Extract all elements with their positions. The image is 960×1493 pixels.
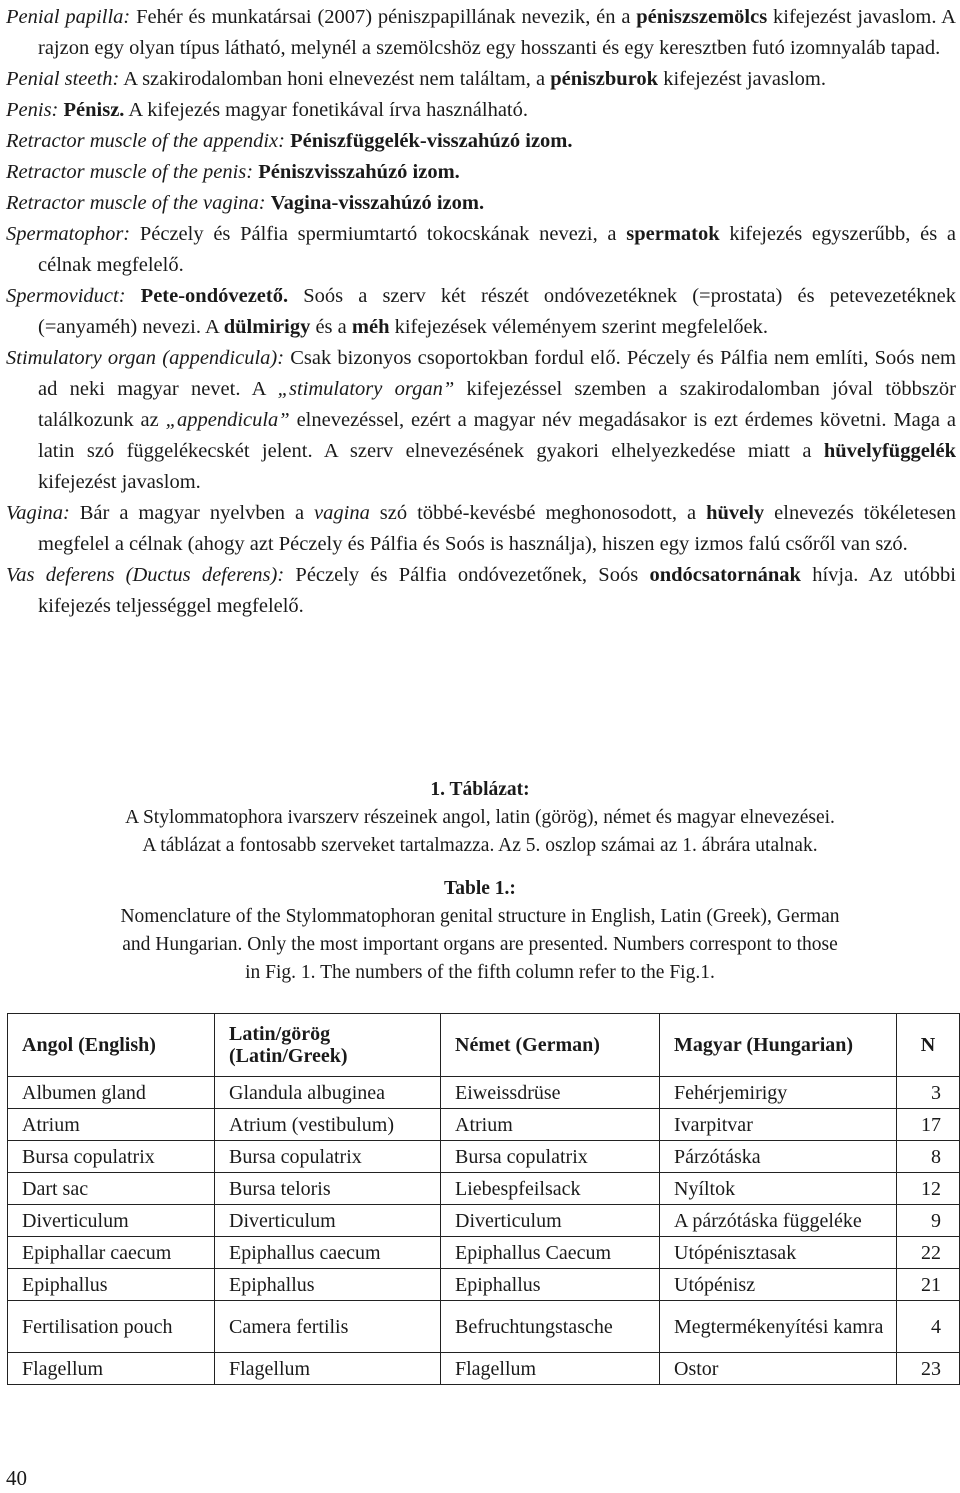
quoted-term: „appendicula”: [165, 409, 290, 431]
glossary-text: elnevezéssel, ezért a magyar név megadásakor is ezt érdemes követni. Maga a latin szó függelékecskét jelent. A szerv elnevezésének gyakori elhelyezkedése miatt a: [38, 409, 956, 462]
proposed-hungarian-term: Péniszfüggelék-visszahúzó izom.: [290, 130, 573, 152]
glossary-text: Fehér és munkatársai (2007) péniszpapillának nevezik, én a: [130, 6, 637, 28]
cell-latin: Flagellum: [215, 1353, 441, 1385]
glossary-entry: [6, 219, 956, 281]
glossary-entry: [6, 64, 956, 95]
cell-number: 9: [897, 1205, 960, 1237]
glossary-entry: [6, 281, 956, 343]
cell-number: 3: [897, 1077, 960, 1109]
caption-title: Table 1.:: [444, 878, 516, 899]
cell-hungarian: Párzótáska: [660, 1141, 897, 1173]
cell-hungarian: Nyíltok: [660, 1173, 897, 1205]
glossary-entry: [6, 126, 956, 157]
nomenclature-table: [7, 1013, 960, 1385]
glossary-term: Retractor muscle of the vagina:: [6, 192, 266, 214]
glossary-text: A szakirodalomban honi elnevezést nem találtam, a: [119, 68, 551, 90]
page-number: 40: [6, 1466, 27, 1490]
glossary-text: A kifejezés magyar fonetikával írva használható.: [124, 99, 528, 121]
cell-latin: Diverticulum: [215, 1205, 441, 1237]
proposed-hungarian-term: ondócsatornának: [649, 564, 801, 586]
column-header-german: Német (German): [441, 1014, 660, 1077]
glossary-entry: [6, 343, 956, 498]
cell-latin: Bursa copulatrix: [215, 1141, 441, 1173]
glossary-text: hívja. Az utóbbi kifejezés teljességgel megfelelő.: [38, 564, 956, 617]
glossary-term: Retractor muscle of the penis:: [6, 161, 254, 183]
cell-german: Befruchtungstasche: [441, 1301, 660, 1353]
glossary-term: Stimulatory organ (appendicula):: [6, 347, 285, 369]
glossary-text: Péczely és Pálfia spermiumtartó tokocskának nevezi, a: [130, 223, 627, 245]
glossary-term: Vas deferens (Ductus deferens):: [6, 564, 285, 586]
cell-hungarian: Utópénisztasak: [660, 1237, 897, 1269]
cell-hungarian: Fehérjemirigy: [660, 1077, 897, 1109]
cell-hungarian: Ostor: [660, 1353, 897, 1385]
table-row: [8, 1353, 960, 1385]
glossary-term: Vagina:: [6, 502, 70, 524]
cell-number: 22: [897, 1237, 960, 1269]
glossary-term: Penial steeth:: [6, 68, 120, 90]
cell-english: Atrium: [8, 1109, 215, 1141]
glossary-text: [126, 285, 141, 307]
caption-line: A Stylommatophora ivarszerv részeinek angol, latin (görög), német és magyar elnevezései.: [125, 807, 835, 828]
proposed-hungarian-term: Vagina-visszahúzó izom.: [270, 192, 485, 214]
cell-number: 17: [897, 1109, 960, 1141]
glossary-entry: [6, 498, 956, 560]
glossary-entry: [6, 2, 956, 64]
table-caption-hungarian: [0, 776, 960, 860]
table-caption-english: [0, 875, 960, 987]
glossary-term: Retractor muscle of the appendix:: [6, 130, 285, 152]
table-header-row: [8, 1014, 960, 1077]
glossary-text: Csak bizonyos csoportokban fordul elő. Péczely és Pálfia nem említi, Soós nem ad neki magyar nevet. A: [38, 347, 956, 400]
glossary-text: kifejezést javaslom.: [658, 68, 827, 90]
cell-english: Albumen gland: [8, 1077, 215, 1109]
cell-german: Bursa copulatrix: [441, 1141, 660, 1173]
proposed-hungarian-term: Péniszvisszahúzó izom.: [258, 161, 460, 183]
table-row: [8, 1301, 960, 1353]
glossary-entry: [6, 157, 956, 188]
quoted-term: vagina: [314, 502, 370, 524]
column-header-english: Angol (English): [8, 1014, 215, 1077]
column-header-number: N: [897, 1014, 960, 1077]
proposed-hungarian-term: spermatok: [626, 223, 720, 245]
proposed-hungarian-term: hüvelyfüggelék: [823, 440, 956, 462]
column-header-latin: Latin/görög (Latin/Greek): [215, 1014, 441, 1077]
cell-number: 23: [897, 1353, 960, 1385]
cell-german: Liebespfeilsack: [441, 1173, 660, 1205]
cell-number: 12: [897, 1173, 960, 1205]
cell-hungarian: Ivarpitvar: [660, 1109, 897, 1141]
cell-hungarian: Megtermékenyítési kamra: [660, 1301, 897, 1353]
cell-german: Eiweissdrüse: [441, 1077, 660, 1109]
caption-line: in Fig. 1. The numbers of the fifth column refer to the Fig.1.: [245, 962, 715, 983]
table-row: [8, 1077, 960, 1109]
cell-hungarian: A párzótáska függeléke: [660, 1205, 897, 1237]
proposed-hungarian-term: méh: [351, 316, 390, 338]
glossary: [6, 2, 956, 622]
proposed-hungarian-term: Pete-ondóvezető.: [140, 285, 289, 307]
cell-german: Atrium: [441, 1109, 660, 1141]
glossary-entry: [6, 95, 956, 126]
cell-number: 21: [897, 1269, 960, 1301]
glossary-text: Bár a magyar nyelvben a: [69, 502, 315, 524]
glossary-text: és a: [310, 316, 352, 338]
proposed-hungarian-term: péniszszemölcs: [636, 6, 768, 28]
cell-english: Flagellum: [8, 1353, 215, 1385]
glossary-text: kifejezés egyszerűbb, és a célnak megfelelő.: [38, 223, 956, 276]
cell-latin: Epiphallus: [215, 1269, 441, 1301]
glossary-text: Soós a szerv két részét ondóvezetéknek (=prostata) és petevezetéknek (=anyaméh) nevezi. A: [38, 285, 956, 338]
table-row: [8, 1109, 960, 1141]
cell-english: Diverticulum: [8, 1205, 215, 1237]
caption-title: 1. Táblázat:: [430, 779, 530, 800]
glossary-text: elnevezés tökéletesen megfelel a célnak (ahogy azt Péczely és Pálfia és Soós is használja), hiszen egy izmos falú csőről van szó.: [38, 502, 956, 555]
glossary-text: szó többé-kevésbé meghonosodott, a: [369, 502, 707, 524]
cell-latin: Atrium (vestibulum): [215, 1109, 441, 1141]
table-row: [8, 1237, 960, 1269]
cell-english: Dart sac: [8, 1173, 215, 1205]
glossary-text: kifejezést javaslom.: [38, 471, 201, 493]
glossary-term: Spermatophor:: [6, 223, 131, 245]
cell-latin: Bursa teloris: [215, 1173, 441, 1205]
glossary-text: kifejezéssel szemben a szakirodalomban jóval többször találkozunk az: [38, 378, 956, 431]
cell-german: Diverticulum: [441, 1205, 660, 1237]
quoted-term: „stimulatory organ”: [277, 378, 455, 400]
caption-line: Nomenclature of the Stylommatophoran genital structure in English, Latin (Greek), German: [120, 906, 840, 927]
glossary-entry: [6, 188, 956, 219]
cell-number: 4: [897, 1301, 960, 1353]
cell-hungarian: Utópénisz: [660, 1269, 897, 1301]
cell-german: Epiphallus: [441, 1269, 660, 1301]
proposed-hungarian-term: Pénisz.: [63, 99, 125, 121]
glossary-text: kifejezést javaslom. A rajzon egy olyan típus látható, melynél a szemölcshöz egy hosszanti és egy keresztben futó izomnyaláb tapad.: [38, 6, 956, 59]
cell-latin: Glandula albuginea: [215, 1077, 441, 1109]
glossary-text: kifejezések véleményem szerint megfelelőek.: [389, 316, 768, 338]
proposed-hungarian-term: hüvely: [706, 502, 765, 524]
cell-latin: Epiphallus caecum: [215, 1237, 441, 1269]
glossary-term: Spermoviduct:: [6, 285, 126, 307]
cell-german: Epiphallus Caecum: [441, 1237, 660, 1269]
caption-line: and Hungarian. Only the most important organs are presented. Numbers correspont to those: [122, 934, 838, 955]
cell-english: Epiphallar caecum: [8, 1237, 215, 1269]
table-row: [8, 1173, 960, 1205]
cell-german: Flagellum: [441, 1353, 660, 1385]
cell-english: Fertilisation pouch: [8, 1301, 215, 1353]
caption-line: A táblázat a fontosabb szerveket tartalmazza. Az 5. oszlop számai az 1. ábrára utalnak.: [142, 835, 818, 856]
table-row: [8, 1269, 960, 1301]
proposed-hungarian-term: dülmirigy: [223, 316, 311, 338]
column-header-hungarian: Magyar (Hungarian): [660, 1014, 897, 1077]
proposed-hungarian-term: péniszburok: [550, 68, 659, 90]
cell-english: Bursa copulatrix: [8, 1141, 215, 1173]
table-row: [8, 1141, 960, 1173]
glossary-term: Penial papilla:: [6, 6, 131, 28]
cell-english: Epiphallus: [8, 1269, 215, 1301]
cell-latin: Camera fertilis: [215, 1301, 441, 1353]
glossary-term: Penis:: [6, 99, 59, 121]
glossary-entry: [6, 560, 956, 622]
cell-number: 8: [897, 1141, 960, 1173]
table-row: [8, 1205, 960, 1237]
glossary-text: Péczely és Pálfia ondóvezetőnek, Soós: [284, 564, 650, 586]
